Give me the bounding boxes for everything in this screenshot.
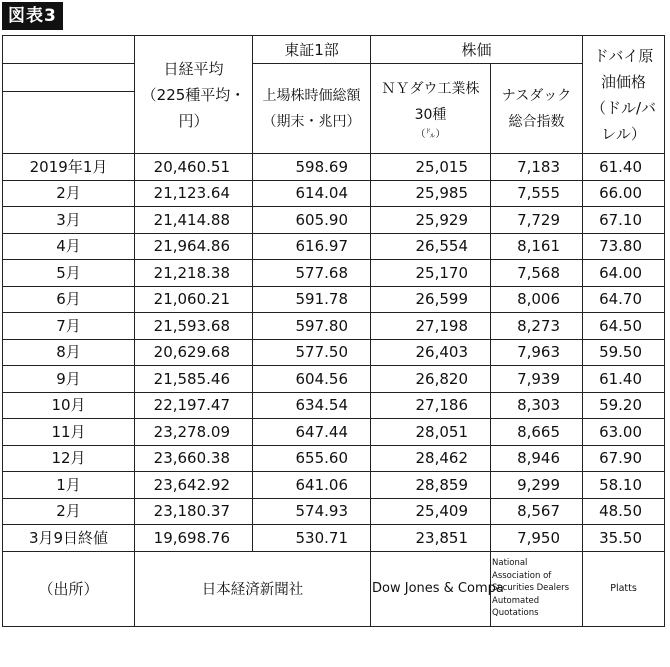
nikkei-cell: 21,060.21 [135,286,253,313]
nasdaq-cell: 8,665 [491,419,583,446]
dubai-oil-cell: 64.00 [583,260,665,287]
source-nikkei-tse: 日本経済新聞社 [135,551,371,626]
source-label: （出所） [3,551,135,626]
ny-dow-cell: 26,599 [371,286,491,313]
header-dubai: ドバイ原 油価格 （ドル/バ レル） [583,36,665,154]
ny-dow-cell: 26,554 [371,233,491,260]
tse-market-cap-cell: 605.90 [253,207,371,234]
ny-dow-cell: 26,820 [371,366,491,393]
nasdaq-cell: 8,303 [491,392,583,419]
source-nasdaq: National Association of Securities Dealers Automated Quotations [491,551,583,626]
row-label-cell: 8月 [3,339,135,366]
row-label-cell: 3月9日終値 [3,525,135,552]
nikkei-cell: 21,414.88 [135,207,253,234]
tse-market-cap-cell: 616.97 [253,233,371,260]
row-label-cell: 1月 [3,472,135,499]
ny-dow-cell: 25,409 [371,498,491,525]
tse-market-cap-cell: 634.54 [253,392,371,419]
ny-dow-cell: 23,851 [371,525,491,552]
row-label-cell: 12月 [3,445,135,472]
nasdaq-cell: 9,299 [491,472,583,499]
table-row [3,472,665,499]
nasdaq-cell: 7,555 [491,180,583,207]
tse-market-cap-cell: 577.50 [253,339,371,366]
tse-market-cap-cell: 604.56 [253,366,371,393]
table-row [3,286,665,313]
table-row [3,366,665,393]
nikkei-cell: 21,593.68 [135,313,253,340]
ny-dow-cell: 26,403 [371,339,491,366]
nasdaq-cell: 7,950 [491,525,583,552]
dubai-oil-cell: 64.50 [583,313,665,340]
dubai-oil-cell: 67.90 [583,445,665,472]
ny-dow-cell: 25,015 [371,154,491,181]
dubai-oil-cell: 48.50 [583,498,665,525]
nasdaq-cell: 7,183 [491,154,583,181]
nikkei-cell: 21,218.38 [135,260,253,287]
nasdaq-cell: 8,161 [491,233,583,260]
nikkei-cell: 21,123.64 [135,180,253,207]
source-ny-dow: Dow Jones & Compa [371,551,491,626]
dubai-oil-cell: 67.10 [583,207,665,234]
table-row [3,445,665,472]
market-data-table [2,35,665,627]
header-blank-bottom [3,92,135,154]
row-label-cell: 10月 [3,392,135,419]
nasdaq-cell: 7,963 [491,339,583,366]
nasdaq-cell: 7,729 [491,207,583,234]
ny-dow-cell: 28,051 [371,419,491,446]
dubai-oil-cell: 61.40 [583,154,665,181]
ny-dow-cell: 25,170 [371,260,491,287]
header-blank-middle [3,64,135,92]
dubai-oil-cell: 35.50 [583,525,665,552]
nikkei-cell: 21,585.46 [135,366,253,393]
tse-market-cap-cell: 641.06 [253,472,371,499]
table-row [3,180,665,207]
header-group-tse: 東証1部 [253,36,371,64]
data-rows [3,154,665,552]
nikkei-cell: 23,278.09 [135,419,253,446]
tse-market-cap-cell: 530.71 [253,525,371,552]
row-label-cell: 3月 [3,207,135,234]
table-row [3,313,665,340]
dubai-oil-cell: 59.20 [583,392,665,419]
nasdaq-cell: 8,567 [491,498,583,525]
nikkei-cell: 20,629.68 [135,339,253,366]
table-row [3,207,665,234]
nikkei-cell: 20,460.51 [135,154,253,181]
table-row [3,154,665,181]
tse-market-cap-cell: 574.93 [253,498,371,525]
dubai-oil-cell: 66.00 [583,180,665,207]
tse-market-cap-cell: 598.69 [253,154,371,181]
nikkei-cell: 23,180.37 [135,498,253,525]
figure-label: 図表3 [2,2,63,30]
table-row [3,339,665,366]
source-dubai: Platts [583,551,665,626]
header-nikkei: 日経平均 （225種平均・ 円） [135,36,253,154]
row-label-cell: 2月 [3,180,135,207]
nasdaq-cell: 7,939 [491,366,583,393]
nikkei-cell: 22,197.47 [135,392,253,419]
tse-market-cap-cell: 591.78 [253,286,371,313]
dubai-oil-cell: 58.10 [583,472,665,499]
header-tse: 上場株時価総額 （期末・兆円） [253,64,371,154]
table-row [3,525,665,552]
tse-market-cap-cell: 597.80 [253,313,371,340]
nikkei-cell: 23,660.38 [135,445,253,472]
table-row [3,498,665,525]
nasdaq-cell: 8,946 [491,445,583,472]
row-label-cell: 5月 [3,260,135,287]
row-label-cell: 6月 [3,286,135,313]
tse-market-cap-cell: 577.68 [253,260,371,287]
ny-dow-cell: 27,198 [371,313,491,340]
dubai-oil-cell: 73.80 [583,233,665,260]
ny-dow-cell: 25,929 [371,207,491,234]
table-row [3,392,665,419]
ny-dow-cell: 27,186 [371,392,491,419]
ny-dow-cell: 28,462 [371,445,491,472]
nasdaq-cell: 7,568 [491,260,583,287]
dubai-oil-cell: 61.40 [583,366,665,393]
row-label-cell: 2019年1月 [3,154,135,181]
tse-market-cap-cell: 655.60 [253,445,371,472]
header-nasdaq: ナスダック 総合指数 [491,64,583,154]
header-ny-dow: ＮＹダウ工業株 30種 （㌦） [371,64,491,154]
nasdaq-cell: 8,006 [491,286,583,313]
row-label-cell: 7月 [3,313,135,340]
table-row [3,260,665,287]
tse-market-cap-cell: 647.44 [253,419,371,446]
row-label-cell: 11月 [3,419,135,446]
table-row [3,419,665,446]
nasdaq-cell: 8,273 [491,313,583,340]
tse-market-cap-cell: 614.04 [253,180,371,207]
ny-dow-cell: 28,859 [371,472,491,499]
nikkei-cell: 23,642.92 [135,472,253,499]
dubai-oil-cell: 59.50 [583,339,665,366]
row-label-cell: 9月 [3,366,135,393]
row-label-cell: 4月 [3,233,135,260]
header-blank-top [3,36,135,64]
dubai-oil-cell: 63.00 [583,419,665,446]
dubai-oil-cell: 64.70 [583,286,665,313]
ny-dow-cell: 25,985 [371,180,491,207]
table-row [3,233,665,260]
nikkei-cell: 21,964.86 [135,233,253,260]
nikkei-cell: 19,698.76 [135,525,253,552]
header-group-stock: 株価 [371,36,583,64]
row-label-cell: 2月 [3,498,135,525]
